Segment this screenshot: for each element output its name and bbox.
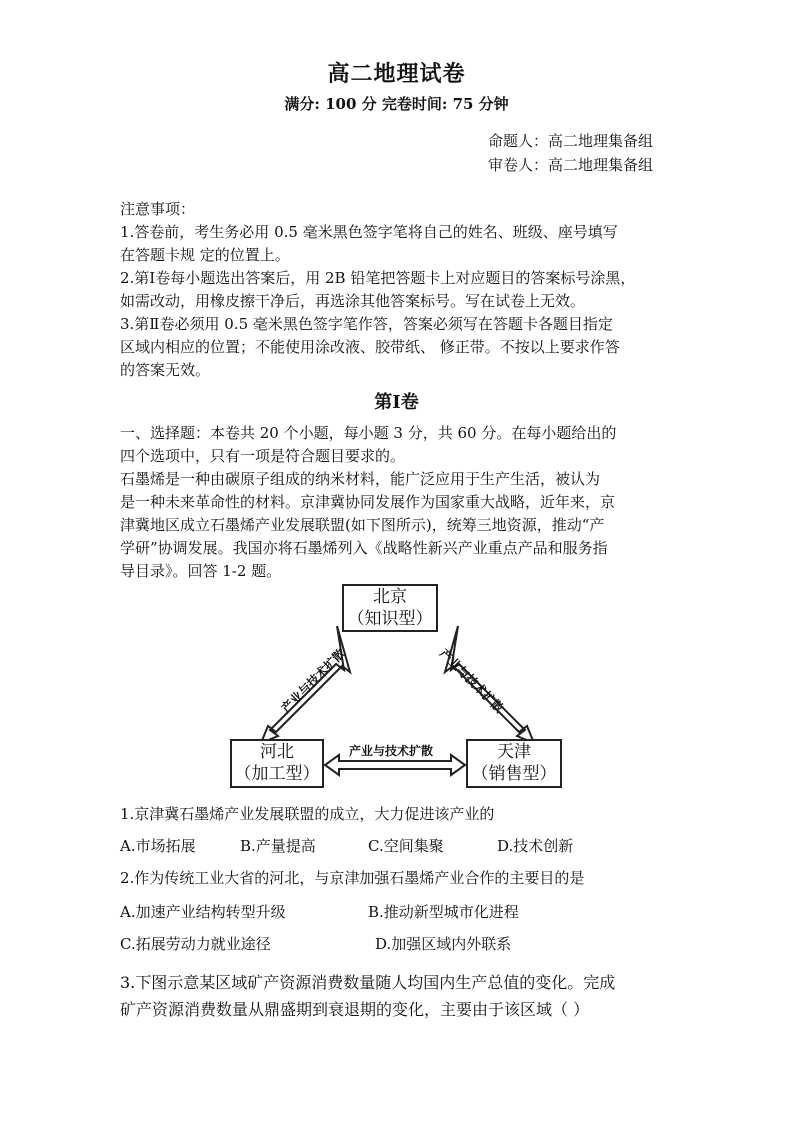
notes-line: 1.答卷前，考生务必用 0.5 毫米黑色签字笔将自己的姓名、班级、座号填写: [120, 223, 618, 241]
q1-stem: 1.京津冀石墨烯产业发展联盟的成立，大力促进该产业的: [120, 805, 495, 823]
exam-subtitle: 满分: 100 分 完卷时间: 75 分钟: [284, 95, 509, 113]
intro-line: 石墨烯是一种由碳原子组成的纳米材料，能广泛应用于生产生活，被认为: [120, 470, 601, 488]
q1-option-b: B.产量提高: [240, 837, 316, 855]
q1-option-c: C.空间集聚: [368, 837, 444, 855]
notes-line: 2.第Ⅰ卷每小题选出答案后，用 2B 铅笔把答题卡上对应题目的答案标号涂黑，: [120, 269, 636, 287]
q3-line: 矿产资源消费数量从鼎盛期到衰退期的变化，主要由于该区域（ ）: [120, 1000, 590, 1019]
q1-option-a: A.市场拓展: [120, 837, 196, 855]
relation-diagram: [225, 582, 570, 790]
arrow-label-left: 产业与技术扩散: [278, 646, 349, 716]
intro-line: 学研”协调发展。我国亦将石墨烯列入《战略性新兴产业重点产品和服务指: [120, 539, 608, 557]
beijing-type: （知识型）: [347, 609, 433, 629]
notes-line: 的答案无效。: [120, 361, 211, 379]
section-title: 第Ⅰ卷: [374, 392, 419, 413]
notes-heading: 注意事项：: [120, 200, 196, 218]
q1-option-d: D.技术创新: [497, 837, 574, 855]
tianjin-box: [466, 739, 562, 788]
notes-line: 在答题卡规 定的位置上。: [120, 246, 290, 264]
q3-line: 3.下图示意某区域矿产资源消费数量随人均国内生产总值的变化。完成: [120, 973, 616, 992]
hebei-name: 河北: [260, 742, 294, 762]
intro-line: 四个选项中，只有一项是符合题目要求的。: [120, 447, 406, 465]
q2-stem: 2.作为传统工业大省的河北，与京津加强石墨烯产业合作的主要目的是: [120, 869, 585, 887]
arrow-label-right: 产业与技术扩散: [437, 646, 507, 716]
q2-option-b: B.推动新型城市化进程: [368, 903, 519, 921]
hebei-box: [230, 739, 324, 788]
intro-line: 导目录》。回答 1-2 题。: [120, 562, 282, 580]
tianjin-name: 天津: [497, 742, 531, 762]
arrow-beijing-tianjin: [445, 626, 534, 743]
intro-line: 津冀地区成立石墨烯产业发展联盟(如下图所示)，统筹三地资源，推动“产: [120, 516, 605, 534]
q2-option-d: D.加强区域内外联系: [375, 935, 512, 953]
q2-option-a: A.加速产业结构转型升级: [120, 903, 286, 921]
intro-line: 一、选择题：本卷共 20 个小题，每小题 3 分，共 60 分。在每小题给出的: [120, 424, 617, 442]
beijing-box: [342, 584, 438, 632]
tianjin-type: （销售型）: [471, 764, 557, 784]
reviewer-line: 审卷人：高二地理集备组: [488, 156, 654, 174]
author-line: 命题人：高二地理集备组: [488, 132, 654, 150]
arrow-label-bottom: 产业与技术扩散: [349, 744, 434, 758]
notes-line: 区域内相应的位置；不能使用涂改液、胶带纸、 修正带。不按以上要求作答: [120, 338, 620, 356]
hebei-type: （加工型）: [234, 764, 320, 784]
intro-line: 是一种未来革命性的材料。京津冀协同发展作为国家重大战略，近年来，京: [120, 493, 616, 511]
notes-line: 如需改动，用橡皮擦干净后，再选涂其他答案标号。写在试卷上无效。: [120, 292, 586, 310]
q2-option-c: C.拓展劳动力就业途径: [120, 935, 271, 953]
exam-title: 高二地理试卷: [327, 61, 466, 87]
beijing-name: 北京: [373, 587, 407, 607]
notes-line: 3.第Ⅱ卷必须用 0.5 毫米黑色签字笔作答，答案必须写在答题卡各题目指定: [120, 315, 613, 333]
